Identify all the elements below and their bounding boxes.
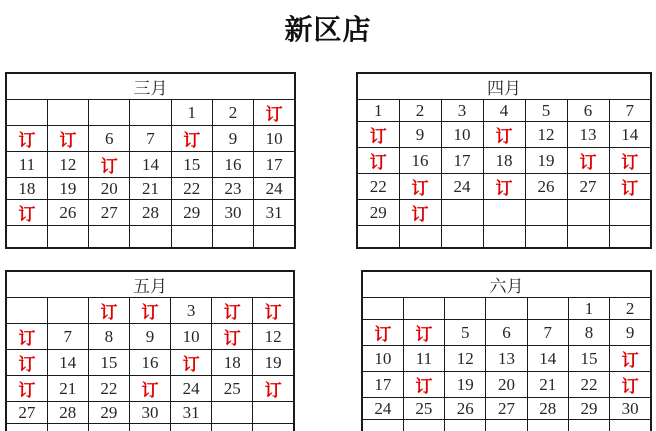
day-cell: 9 [610, 320, 651, 346]
booked-cell: 订 [483, 122, 525, 148]
month-header-row [6, 271, 294, 298]
day-cell: 22 [568, 372, 609, 398]
day-cell: 7 [609, 100, 651, 122]
day-cell [6, 100, 47, 126]
day-cell: 20 [486, 372, 527, 398]
day-cell: 17 [362, 372, 403, 398]
day-cell: 16 [399, 148, 441, 174]
day-cell: 3 [171, 298, 212, 324]
booked-cell: 订 [253, 376, 294, 402]
calendar-march [5, 72, 296, 249]
calendar-april [356, 72, 652, 249]
day-cell: 21 [130, 178, 171, 200]
day-cell: 30 [610, 398, 651, 420]
booked-cell: 订 [6, 126, 47, 152]
day-cell [47, 226, 88, 249]
day-cell [403, 298, 444, 320]
day-cell: 25 [403, 398, 444, 420]
booked-cell: 订 [399, 174, 441, 200]
booked-cell: 订 [47, 126, 88, 152]
month-header-row [357, 73, 651, 100]
day-cell [357, 226, 399, 249]
month-header-row [362, 271, 651, 298]
day-cell: 26 [525, 174, 567, 200]
day-cell: 25 [212, 376, 253, 402]
day-cell [445, 298, 486, 320]
day-cell: 14 [609, 122, 651, 148]
day-cell [403, 420, 444, 431]
booked-cell: 订 [254, 100, 295, 126]
booked-cell: 订 [403, 320, 444, 346]
day-cell [483, 200, 525, 226]
day-cell: 7 [130, 126, 171, 152]
booked-cell: 订 [362, 320, 403, 346]
day-cell [89, 226, 130, 249]
day-cell: 26 [445, 398, 486, 420]
day-cell: 5 [525, 100, 567, 122]
day-cell: 28 [47, 402, 88, 424]
day-cell [129, 424, 170, 431]
booked-cell: 订 [89, 152, 130, 178]
booked-cell: 订 [357, 122, 399, 148]
day-cell: 28 [527, 398, 568, 420]
day-cell [362, 420, 403, 431]
day-cell: 12 [47, 152, 88, 178]
day-cell: 9 [399, 122, 441, 148]
day-cell: 19 [253, 350, 294, 376]
day-cell: 26 [47, 200, 88, 226]
booked-cell: 订 [609, 174, 651, 200]
day-cell: 24 [254, 178, 295, 200]
day-cell [212, 424, 253, 431]
day-cell: 30 [212, 200, 253, 226]
day-cell [486, 420, 527, 431]
day-cell: 15 [171, 152, 212, 178]
day-cell: 21 [527, 372, 568, 398]
day-cell: 29 [171, 200, 212, 226]
booked-cell: 订 [88, 298, 129, 324]
day-cell: 9 [212, 126, 253, 152]
day-cell [47, 424, 88, 431]
day-cell [6, 226, 47, 249]
day-cell: 16 [129, 350, 170, 376]
booked-cell: 订 [129, 376, 170, 402]
day-cell: 11 [6, 152, 47, 178]
day-cell: 13 [486, 346, 527, 372]
day-cell: 14 [527, 346, 568, 372]
day-cell: 18 [483, 148, 525, 174]
day-cell: 16 [212, 152, 253, 178]
day-cell [6, 424, 47, 431]
day-cell: 1 [568, 298, 609, 320]
day-cell [445, 420, 486, 431]
day-cell [254, 226, 295, 249]
day-cell: 29 [357, 200, 399, 226]
booked-cell: 订 [6, 200, 47, 226]
day-cell: 10 [171, 324, 212, 350]
calendar-week-row [6, 324, 294, 350]
day-cell [171, 226, 212, 249]
calendar-week-row [6, 350, 294, 376]
day-cell: 8 [568, 320, 609, 346]
day-cell [6, 298, 47, 324]
calendar-week-row [6, 298, 294, 324]
day-cell: 13 [567, 122, 609, 148]
day-cell [47, 298, 88, 324]
day-cell: 15 [88, 350, 129, 376]
day-cell [130, 226, 171, 249]
day-cell: 15 [568, 346, 609, 372]
day-cell: 12 [253, 324, 294, 350]
day-cell: 7 [47, 324, 88, 350]
day-cell: 27 [89, 200, 130, 226]
calendar-week-row [6, 402, 294, 424]
booked-cell: 订 [610, 372, 651, 398]
day-cell: 9 [129, 324, 170, 350]
booked-cell: 订 [253, 298, 294, 324]
day-cell: 3 [441, 100, 483, 122]
day-cell: 20 [89, 178, 130, 200]
booked-cell: 订 [171, 350, 212, 376]
day-cell [253, 402, 294, 424]
day-cell: 2 [610, 298, 651, 320]
day-cell: 24 [362, 398, 403, 420]
day-cell: 7 [527, 320, 568, 346]
day-cell: 10 [362, 346, 403, 372]
month-title: 五月 [6, 271, 294, 298]
day-cell [89, 100, 130, 126]
day-cell: 12 [445, 346, 486, 372]
day-cell [212, 226, 253, 249]
day-cell [47, 100, 88, 126]
calendar-week-row [357, 200, 651, 226]
calendar-week-row [357, 148, 651, 174]
month-title: 六月 [362, 271, 651, 298]
day-cell [486, 298, 527, 320]
day-cell: 6 [486, 320, 527, 346]
booked-cell: 订 [171, 126, 212, 152]
day-cell [525, 200, 567, 226]
day-cell: 19 [445, 372, 486, 398]
calendar-week-row [6, 226, 295, 249]
day-cell: 10 [441, 122, 483, 148]
day-cell: 6 [89, 126, 130, 152]
day-cell: 11 [403, 346, 444, 372]
calendar-week-row [6, 424, 294, 431]
day-cell: 14 [47, 350, 88, 376]
booked-cell: 订 [567, 148, 609, 174]
day-cell: 17 [254, 152, 295, 178]
calendar-week-row [362, 298, 651, 320]
day-cell: 2 [399, 100, 441, 122]
day-cell: 4 [483, 100, 525, 122]
day-cell: 10 [254, 126, 295, 152]
booked-cell: 订 [6, 376, 47, 402]
calendar-week-row [6, 376, 294, 402]
calendar-may [5, 270, 295, 431]
booked-cell: 订 [403, 372, 444, 398]
day-cell: 1 [171, 100, 212, 126]
day-cell: 19 [47, 178, 88, 200]
day-cell: 2 [212, 100, 253, 126]
month-title: 三月 [6, 73, 295, 100]
day-cell: 24 [441, 174, 483, 200]
day-cell [527, 298, 568, 320]
day-cell: 30 [129, 402, 170, 424]
day-cell [171, 424, 212, 431]
day-cell: 5 [445, 320, 486, 346]
calendar-week-row [362, 372, 651, 398]
day-cell: 29 [88, 402, 129, 424]
calendar-week-row [6, 178, 295, 200]
day-cell: 18 [212, 350, 253, 376]
calendar-week-row [6, 152, 295, 178]
calendar-week-row [6, 126, 295, 152]
day-cell: 22 [171, 178, 212, 200]
booked-cell: 订 [483, 174, 525, 200]
day-cell: 22 [88, 376, 129, 402]
day-cell [609, 226, 651, 249]
booked-cell: 订 [6, 350, 47, 376]
day-cell: 1 [357, 100, 399, 122]
booked-cell: 订 [6, 324, 47, 350]
booked-cell: 订 [357, 148, 399, 174]
day-cell [567, 226, 609, 249]
day-cell: 24 [171, 376, 212, 402]
booked-cell: 订 [129, 298, 170, 324]
day-cell [483, 226, 525, 249]
booked-cell: 订 [610, 346, 651, 372]
day-cell: 27 [6, 402, 47, 424]
calendar-week-row [362, 346, 651, 372]
day-cell: 23 [212, 178, 253, 200]
day-cell [88, 424, 129, 431]
month-title: 四月 [357, 73, 651, 100]
calendar-week-row [357, 226, 651, 249]
booked-cell: 订 [212, 324, 253, 350]
calendar-week-row [362, 320, 651, 346]
day-cell [527, 420, 568, 431]
day-cell [441, 200, 483, 226]
day-cell: 22 [357, 174, 399, 200]
calendar-week-row [357, 122, 651, 148]
day-cell: 6 [567, 100, 609, 122]
day-cell [567, 200, 609, 226]
page-title: 新区店 [284, 14, 372, 45]
day-cell [609, 200, 651, 226]
day-cell: 27 [567, 174, 609, 200]
calendar-week-row [357, 174, 651, 200]
day-cell: 31 [171, 402, 212, 424]
day-cell: 29 [568, 398, 609, 420]
calendar-week-row [362, 420, 651, 431]
day-cell [525, 226, 567, 249]
calendar-week-row [6, 100, 295, 126]
day-cell [568, 420, 609, 431]
day-cell: 28 [130, 200, 171, 226]
day-cell [362, 298, 403, 320]
day-cell: 31 [254, 200, 295, 226]
month-header-row [6, 73, 295, 100]
day-cell: 18 [6, 178, 47, 200]
calendar-week-row [6, 200, 295, 226]
booked-cell: 订 [399, 200, 441, 226]
day-cell [399, 226, 441, 249]
day-cell: 17 [441, 148, 483, 174]
calendar-week-row [362, 398, 651, 420]
day-cell: 27 [486, 398, 527, 420]
day-cell: 21 [47, 376, 88, 402]
day-cell [130, 100, 171, 126]
day-cell: 14 [130, 152, 171, 178]
day-cell: 8 [88, 324, 129, 350]
day-cell: 12 [525, 122, 567, 148]
day-cell [610, 420, 651, 431]
calendar-june [361, 270, 652, 431]
booked-cell: 订 [212, 298, 253, 324]
day-cell [253, 424, 294, 431]
booked-cell: 订 [609, 148, 651, 174]
calendar-week-row [357, 100, 651, 122]
day-cell [212, 402, 253, 424]
day-cell [441, 226, 483, 249]
day-cell: 19 [525, 148, 567, 174]
